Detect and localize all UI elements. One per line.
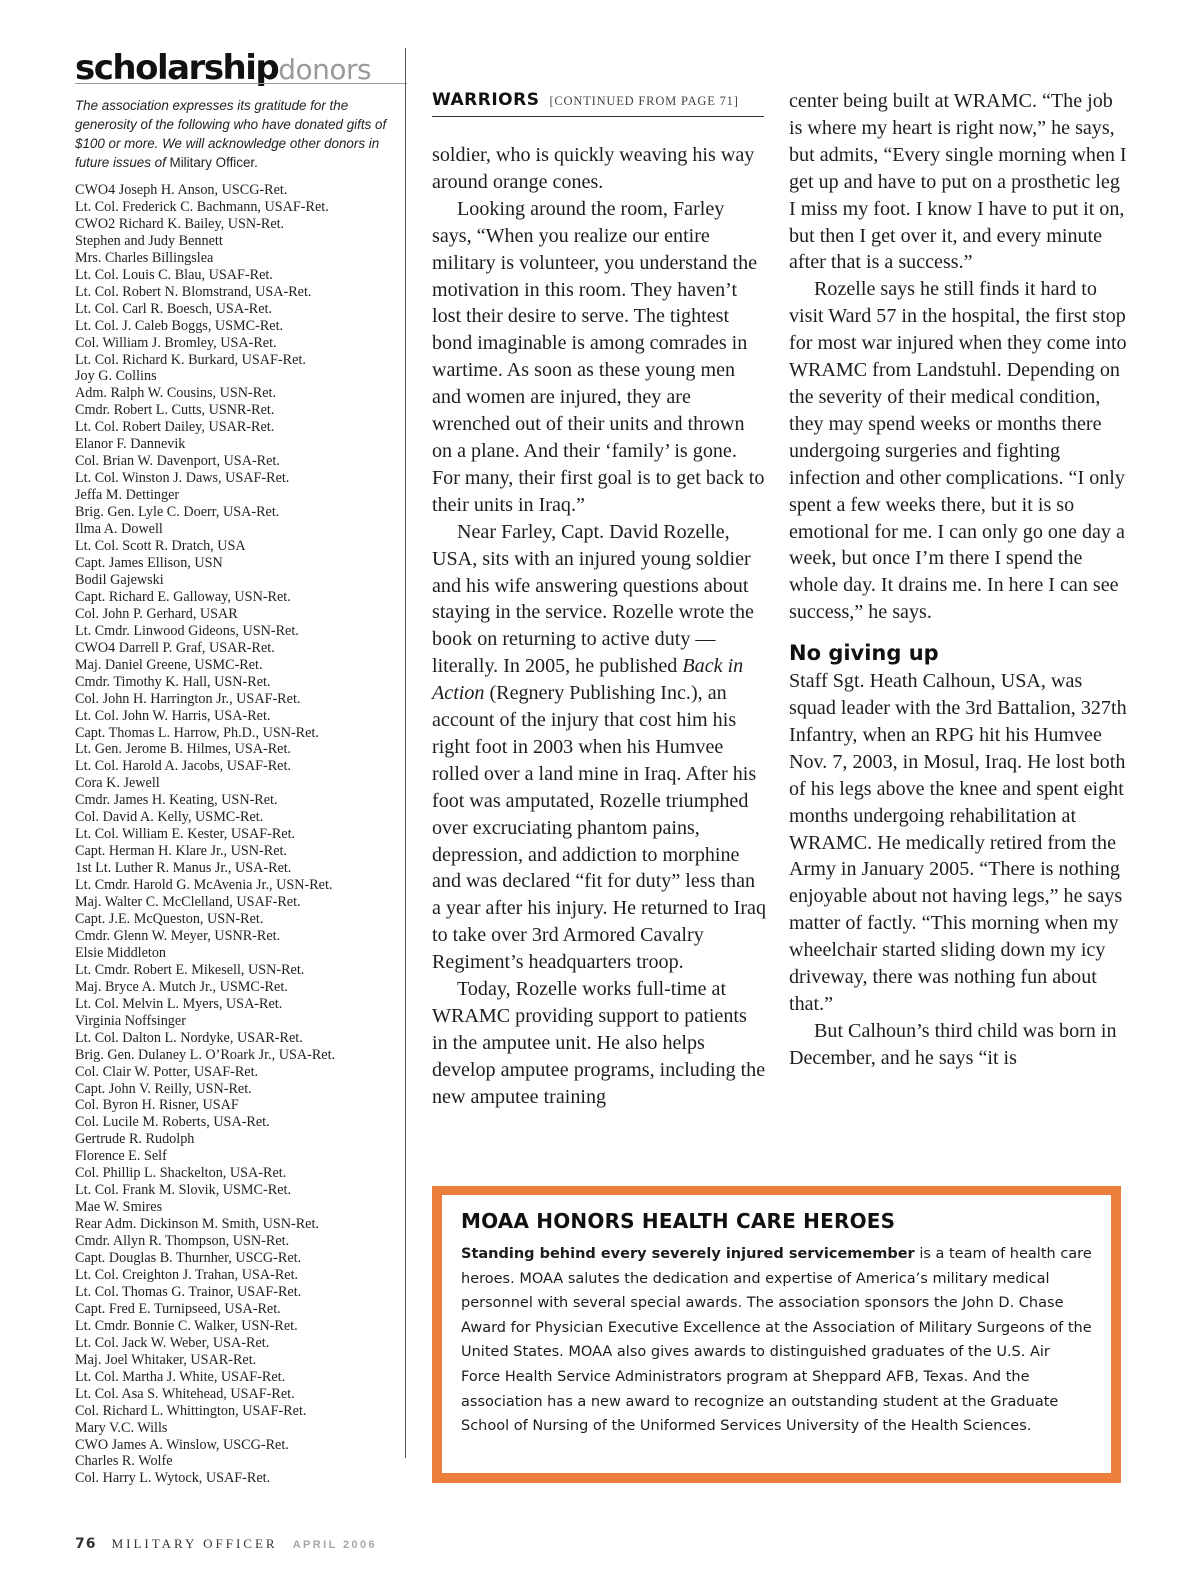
article-paragraph: Today, Rozelle works full-time at WRAMC providing support to patients in the amputee unit. He also helps develop amputee programs, including the new amputee training <box>432 978 766 1108</box>
article-column-1 <box>432 142 767 1111</box>
article-paragraph: Staff Sgt. Heath Calhoun, USA, was squad leader with the 3rd Battalion, 327th Infantry, when an RPG hit his Humvee Nov. 7, 2003, in Mosul, Iraq. He lost both of his legs above the knee and spent eight months undergoing rehabilitation at WRAMC. He medically retired from the Army in January 2005. “There is nothing enjoyable about not having legs,” he says matter of factly. “This morning when my wheelchair started sliding down my icy driveway, there was nothing fun about that.” <box>789 670 1127 1015</box>
donor-entry: Capt. John V. Reilly, USN-Ret. <box>75 1080 252 1097</box>
donors-heading <box>75 48 397 88</box>
donor-entry: Lt. Col. Melvin L. Myers, USA-Ret. <box>75 995 283 1012</box>
publication-name: MILITARY OFFICER <box>111 1536 278 1551</box>
donor-entry: Jeffa M. Dettinger <box>75 487 180 504</box>
donor-entry: Brig. Gen. Lyle C. Doerr, USA-Ret. <box>75 504 280 521</box>
donor-entry: CWO2 Richard K. Bailey, USN-Ret. <box>75 215 285 232</box>
article-continued-note: [CONTINUED FROM PAGE 71] <box>549 94 739 108</box>
donor-entry: CWO4 Darrell P. Graf, USAR-Ret. <box>75 639 275 656</box>
donor-entry: Col. Phillip L. Shackelton, USA-Ret. <box>75 1165 287 1182</box>
donor-entry: Lt. Col. Asa S. Whitehead, USAF-Ret. <box>75 1385 295 1402</box>
donors-heading-bold: scholarship <box>75 48 279 88</box>
donor-entry: Lt. Col. Dalton L. Nordyke, USAR-Ret. <box>75 1029 303 1046</box>
donor-entry: Lt. Col. Robert N. Blomstrand, USA-Ret. <box>75 283 312 300</box>
donor-entry: Cmdr. Robert L. Cutts, USNR-Ret. <box>75 402 275 419</box>
donor-entry: Mary V.C. Wills <box>75 1419 168 1436</box>
sidebar-title: MOAA HONORS HEALTH CARE HEROES <box>461 1209 896 1233</box>
article-paragraph: soldier, who is quickly weaving his way around orange cones. <box>432 144 755 193</box>
donors-heading-rule <box>75 83 407 84</box>
book-title: Back in Action <box>432 655 744 705</box>
donor-entry: Capt. Thomas L. Harrow, Ph.D., USN-Ret. <box>75 724 319 741</box>
donor-entry: Capt. Herman H. Klare Jr., USN-Ret. <box>75 843 287 860</box>
donor-entry: 1st Lt. Luther R. Manus Jr., USA-Ret. <box>75 860 292 877</box>
donor-entry: Lt. Col. Harold A. Jacobs, USAF-Ret. <box>75 758 291 775</box>
donor-entry: Cmdr. James H. Keating, USN-Ret. <box>75 792 278 809</box>
donor-entry: Lt. Cmdr. Linwood Gideons, USN-Ret. <box>75 622 299 639</box>
issue-date: APRIL 2006 <box>292 1539 378 1551</box>
donor-entry: Stephen and Judy Bennett <box>75 232 223 249</box>
donor-entry: Col. John P. Gerhard, USAR <box>75 605 238 622</box>
health-care-heroes-sidebar <box>432 1186 1121 1483</box>
sidebar-body <box>461 1242 1093 1439</box>
donor-entry: Lt. Col. Martha J. White, USAF-Ret. <box>75 1368 286 1385</box>
donors-intro-publication: Military Officer. <box>169 155 258 170</box>
donor-entry: Joy G. Collins <box>75 368 157 385</box>
donor-entry: Col. Byron H. Risner, USAF <box>75 1097 239 1114</box>
donor-entry: Charles R. Wolfe <box>75 1453 173 1470</box>
donor-entry: Elsie Middleton <box>75 944 167 961</box>
article-paragraph: Looking around the room, Farley says, “When you realize our entire military is volunteer, you understand the motivation in this room. They haven’t lost their desire to serve. The tightest bond imaginable is among comrades in wartime. As soon as these young men and women are injured, they are wrenched out of their units and thrown on a plane. And their ‘family’ is gone. For many, their first goal is to get back to their units in Iraq.” <box>432 197 765 516</box>
paragraph-text: (Regnery Publishing Inc.), an account of the injury that cost him his right foot in 2003 when his Humvee rolled over a land mine in Iraq. After his foot was amputated, Rozelle triumphed over excruciating phantom pains, depression, and addiction to morphine and was declared “fit for duty” less than a year after his injury. He returned to Iraq to take over 3rd Armored Cavalry Regiment’s headquarters troop. <box>432 682 766 974</box>
donor-entry: Lt. Col. Louis C. Blau, USAF-Ret. <box>75 266 273 283</box>
donor-entry: Rear Adm. Dickinson M. Smith, USN-Ret. <box>75 1216 319 1233</box>
donor-entry: Col. Harry L. Wytock, USAF-Ret. <box>75 1470 271 1487</box>
donors-intro-text: The association expresses its gratitude for the generosity of the following who have donated gifts of $100 or more. We will acknowledge other donors in future issues of <box>75 98 387 170</box>
donor-entry: Lt. Col. Thomas G. Trainor, USAF-Ret. <box>75 1283 302 1300</box>
donor-entry: CWO4 Joseph H. Anson, USCG-Ret. <box>75 182 288 198</box>
donor-entry: Col. Richard L. Whittington, USAF-Ret. <box>75 1402 307 1419</box>
donor-entry: Lt. Gen. Jerome B. Hilmes, USA-Ret. <box>75 741 291 758</box>
donor-entry: Maj. Joel Whitaker, USAR-Ret. <box>75 1351 257 1368</box>
donor-entry: Col. Clair W. Potter, USAF-Ret. <box>75 1063 259 1080</box>
donor-entry: Lt. Cmdr. Harold G. McAvenia Jr., USN-Ret. <box>75 877 333 894</box>
donor-entry: Lt. Col. Winston J. Daws, USAF-Ret. <box>75 470 290 487</box>
page-footer <box>75 1533 377 1552</box>
donor-entry: Cmdr. Timothy K. Hall, USN-Ret. <box>75 673 271 690</box>
donor-entry: Col. David A. Kelly, USMC-Ret. <box>75 809 264 826</box>
column-divider <box>405 48 406 1458</box>
sidebar-lead: Standing behind every severely injured servicemember <box>461 1246 915 1262</box>
donor-entry: Lt. Col. Frank M. Slovik, USMC-Ret. <box>75 1182 291 1199</box>
donor-entry: CWO James A. Winslow, USCG-Ret. <box>75 1436 289 1453</box>
donor-entry: Mrs. Charles Billingslea <box>75 249 214 266</box>
article-paragraph: center being built at WRAMC. “The job is where my heart is right now,” he says, but admits, “Every single morning when I get up and have to put on a prosthetic leg I miss my foot. I know I have to put it on, but then I get over it, and every minute after that is a success.” <box>789 90 1127 274</box>
donor-entry: Capt. Richard E. Galloway, USN-Ret. <box>75 588 291 605</box>
donor-entry: Col. Brian W. Davenport, USA-Ret. <box>75 453 280 470</box>
donor-entry: Maj. Walter C. McClelland, USAF-Ret. <box>75 894 301 911</box>
donor-entry: Lt. Col. Carl R. Boesch, USA-Ret. <box>75 300 273 317</box>
donor-entry: Lt. Col. Frederick C. Bachmann, USAF-Ret. <box>75 198 329 215</box>
sidebar-text: is a team of health care heroes. MOAA salutes the dedication and expertise of America’s military medical personnel with several special awards. The association sponsors the John D. Chase Award for Physician Executive Excellence at the Association of Military Surgeons of the United States. MOAA also gives awards to distinguished graduates of the U.S. Air Force Health Service Administrators program at Sheppard AFB, Texas. And the association has a new award to recognize an outstanding student at the Graduate School of Nursing of the Uniformed Services University of the Health Sciences. <box>461 1246 1092 1435</box>
donor-entry: Gertrude R. Rudolph <box>75 1131 195 1148</box>
paragraph-text: Near Farley, Capt. David Rozelle, USA, sits with an injured young soldier and his wife answering questions about staying in the service. Rozelle wrote the book on returning to active duty — literally. In 2005, he published <box>432 520 754 678</box>
sidebar-content <box>442 1195 1111 1473</box>
page-number: 76 <box>75 1536 97 1552</box>
donor-entry: Capt. James Ellison, USN <box>75 554 223 571</box>
donor-entry: Lt. Col. Creighton J. Trahan, USA-Ret. <box>75 1267 299 1283</box>
donor-entry: Florence E. Self <box>75 1148 167 1165</box>
donor-entry: Capt. Douglas B. Thurnher, USCG-Ret. <box>75 1250 302 1267</box>
donor-entry: Capt. J.E. McQueston, USN-Ret. <box>75 910 264 927</box>
donor-entry: Cora K. Jewell <box>75 775 160 792</box>
donor-entry: Elanor F. Dannevik <box>75 436 186 453</box>
donor-entry: Capt. Fred E. Turnipseed, USA-Ret. <box>75 1300 281 1317</box>
donor-entry: Lt. Cmdr. Bonnie C. Walker, USN-Ret. <box>75 1317 298 1334</box>
donor-entry: Lt. Col. Robert Dailey, USAR-Ret. <box>75 419 275 436</box>
article-header <box>432 90 764 117</box>
article-paragraph: But Calhoun’s third child was born in December, and he says “it is <box>789 1019 1117 1069</box>
donor-entry: Cmdr. Allyn R. Thompson, USN-Ret. <box>75 1233 290 1250</box>
donor-entry: Brig. Gen. Dulaney L. O’Roark Jr., USA-Ret. <box>75 1046 336 1063</box>
donor-entry: Maj. Bryce A. Mutch Jr., USMC-Ret. <box>75 978 288 995</box>
scholarship-donors-section <box>75 48 397 1487</box>
donor-entry: Ilma A. Dowell <box>75 521 163 538</box>
article-section-label: WARRIORS <box>432 90 540 110</box>
donor-entry: Mae W. Smires <box>75 1199 163 1216</box>
donor-entry: Col. John H. Harrington Jr., USAF-Ret. <box>75 690 301 707</box>
donor-entry: Cmdr. Glenn W. Meyer, USNR-Ret. <box>75 927 281 944</box>
donor-entry: Adm. Ralph W. Cousins, USN-Ret. <box>75 385 277 402</box>
donor-entry: Lt. Col. William E. Kester, USAF-Ret. <box>75 826 296 843</box>
article-subhead: No giving up <box>789 641 939 666</box>
donor-entry: Lt. Cmdr. Robert E. Mikesell, USN-Ret. <box>75 961 305 978</box>
article-column-2 <box>789 88 1129 1072</box>
donors-intro <box>75 96 397 172</box>
donor-entry: Lt. Col. Richard K. Burkard, USAF-Ret. <box>75 351 306 368</box>
donors-heading-light: donors <box>278 53 372 86</box>
donor-entry: Virginia Noffsinger <box>75 1012 186 1029</box>
donor-entry: Lt. Col. J. Caleb Boggs, USMC-Ret. <box>75 317 284 334</box>
donor-entry: Col. William J. Bromley, USA-Ret. <box>75 334 277 351</box>
donor-entry: Lt. Col. John W. Harris, USA-Ret. <box>75 707 271 724</box>
article-paragraph <box>432 519 767 976</box>
donor-entry: Maj. Daniel Greene, USMC-Ret. <box>75 656 263 673</box>
donor-entry: Lt. Col. Scott R. Dratch, USA <box>75 538 246 555</box>
donor-entry: Bodil Gajewski <box>75 571 164 588</box>
donor-entry: Lt. Col. Jack W. Weber, USA-Ret. <box>75 1334 270 1351</box>
donor-entry: Col. Lucile M. Roberts, USA-Ret. <box>75 1114 270 1131</box>
article-paragraph: Rozelle says he still finds it hard to visit Ward 57 in the hospital, the first stop for most war injured when they come into WRAMC from Landstuhl. Depending on the severity of their medical condition, they may spend weeks or months there undergoing surgeries and fighting infection and other complications. “I only spent a few weeks there, but it is so emotional for me. I can only go one day a week, but once I’m there I spend the whole day. It drains me. In here I can see success,” he says. <box>789 278 1127 624</box>
donor-list <box>75 182 397 1487</box>
